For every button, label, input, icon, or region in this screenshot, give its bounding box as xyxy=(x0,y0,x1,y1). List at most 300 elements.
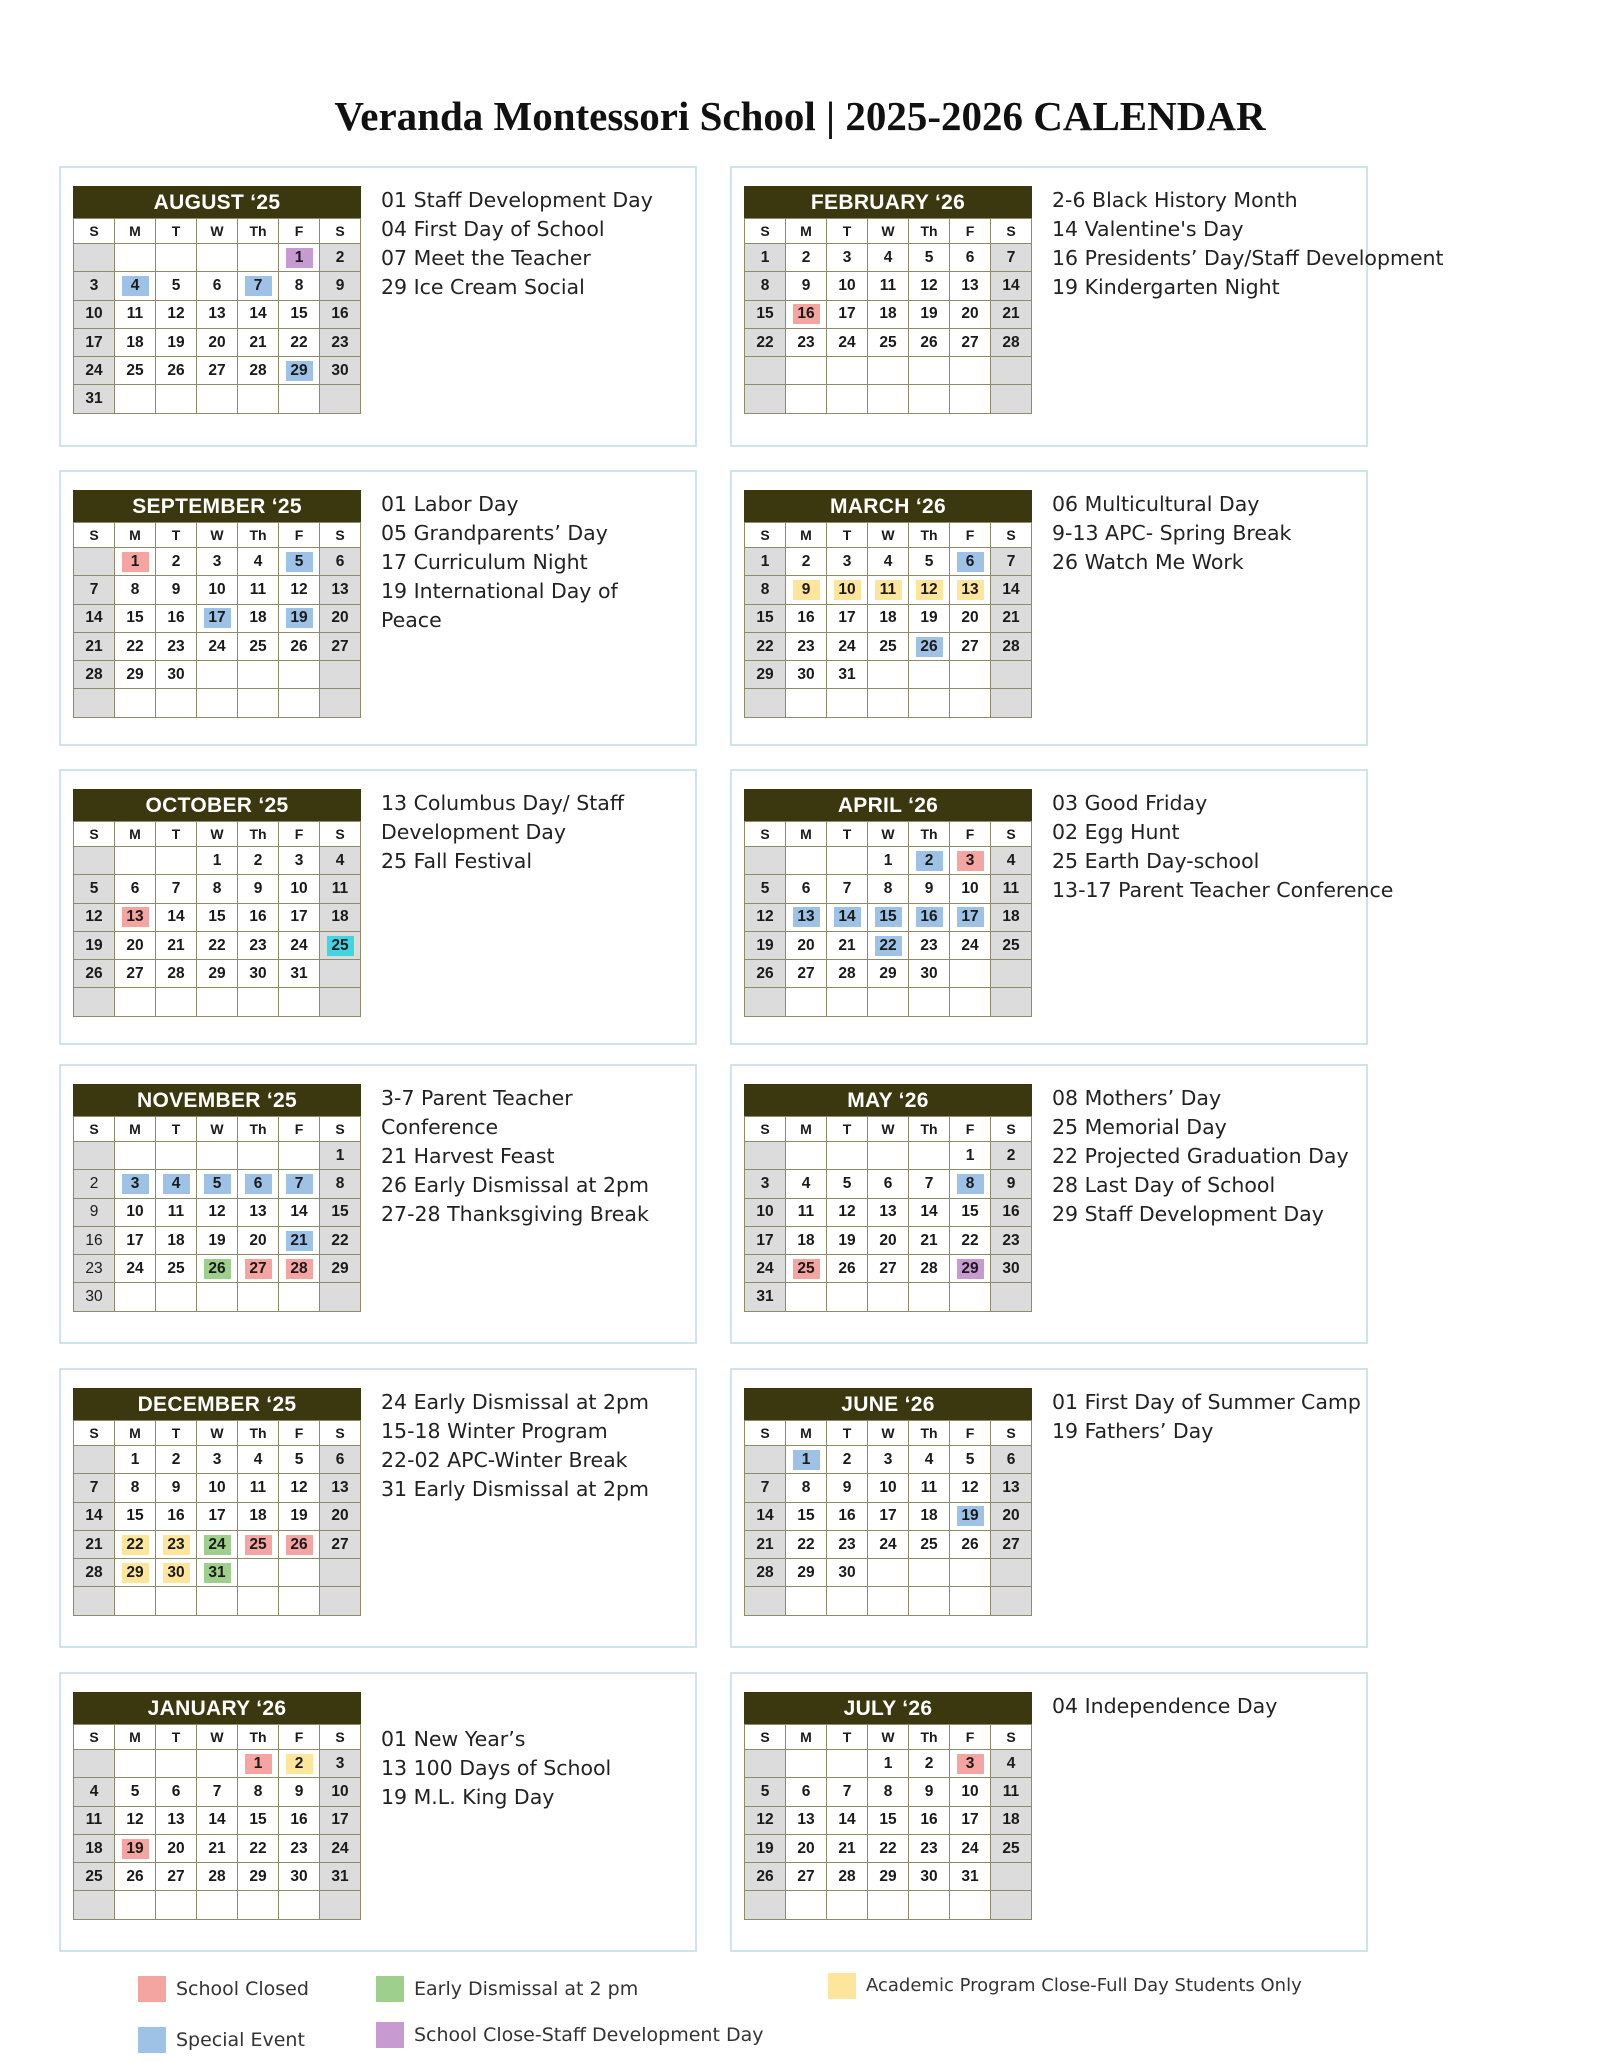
event-line: 25 Memorial Day xyxy=(1052,1115,1227,1139)
day-cell: 11 xyxy=(868,271,909,299)
weekday-header: M xyxy=(115,1420,156,1445)
highlighted-day: 1 xyxy=(793,1450,820,1470)
day-cell: 26 xyxy=(115,1862,156,1890)
day-cell xyxy=(197,1558,238,1586)
day-cell xyxy=(238,1530,279,1558)
day-cell xyxy=(156,1530,197,1558)
day-cell: 12 xyxy=(909,271,950,299)
empty-cell xyxy=(786,1141,827,1169)
day-cell: 29 xyxy=(238,1862,279,1890)
empty-cell xyxy=(745,1749,786,1777)
day-cell: 7 xyxy=(827,874,868,902)
empty-cell xyxy=(156,1282,197,1310)
empty-cell xyxy=(991,1890,1032,1918)
weekday-header: S xyxy=(74,1724,115,1749)
day-cell: 12 xyxy=(115,1806,156,1834)
day-cell xyxy=(279,604,320,632)
empty-cell xyxy=(827,987,868,1015)
highlighted-day: 17 xyxy=(957,907,984,927)
empty-cell xyxy=(74,1890,115,1918)
day-cell: 9 xyxy=(238,874,279,902)
month-grid xyxy=(73,522,361,718)
day-cell: 27 xyxy=(786,959,827,987)
empty-cell xyxy=(238,1890,279,1918)
month-title: DECEMBER ‘25 xyxy=(73,1388,361,1420)
month-panel xyxy=(59,1672,697,1952)
day-cell: 31 xyxy=(827,660,868,688)
highlighted-day: 25 xyxy=(793,1259,820,1279)
empty-cell xyxy=(74,243,115,271)
empty-cell xyxy=(238,243,279,271)
day-cell: 25 xyxy=(156,1254,197,1282)
day-cell: 26 xyxy=(156,356,197,384)
empty-cell xyxy=(827,356,868,384)
day-cell xyxy=(786,575,827,603)
empty-cell xyxy=(279,1282,320,1310)
day-cell: 20 xyxy=(950,300,991,328)
day-cell: 31 xyxy=(745,1282,786,1310)
day-cell: 24 xyxy=(745,1254,786,1282)
day-cell: 11 xyxy=(320,874,361,902)
day-cell: 29 xyxy=(745,660,786,688)
day-cell: 30 xyxy=(909,1862,950,1890)
event-line: 05 Grandparents’ Day xyxy=(381,521,608,545)
day-cell: 31 xyxy=(279,959,320,987)
day-cell: 11 xyxy=(74,1806,115,1834)
day-cell: 8 xyxy=(745,271,786,299)
weekday-header: W xyxy=(197,1420,238,1445)
day-cell: 1 xyxy=(868,1749,909,1777)
day-cell: 1 xyxy=(950,1141,991,1169)
month-grid xyxy=(744,1724,1032,1920)
weekday-header: S xyxy=(991,821,1032,846)
day-cell xyxy=(115,903,156,931)
weekday-header: Th xyxy=(909,1724,950,1749)
empty-cell xyxy=(238,1282,279,1310)
empty-cell xyxy=(950,987,991,1015)
day-cell: 16 xyxy=(156,604,197,632)
empty-cell xyxy=(950,356,991,384)
empty-cell xyxy=(786,1586,827,1614)
day-cell xyxy=(238,1749,279,1777)
day-cell: 14 xyxy=(991,575,1032,603)
day-cell xyxy=(279,1226,320,1254)
empty-cell xyxy=(745,384,786,412)
day-cell: 10 xyxy=(868,1473,909,1501)
day-cell: 30 xyxy=(909,959,950,987)
highlighted-day: 5 xyxy=(286,552,313,572)
weekday-header: M xyxy=(786,218,827,243)
month-grid xyxy=(744,522,1032,718)
highlighted-day: 13 xyxy=(122,907,149,927)
empty-cell xyxy=(786,1282,827,1310)
empty-cell xyxy=(156,688,197,716)
day-cell xyxy=(950,575,991,603)
day-cell: 27 xyxy=(320,1530,361,1558)
empty-cell xyxy=(950,959,991,987)
day-cell: 22 xyxy=(238,1834,279,1862)
day-cell: 6 xyxy=(156,1777,197,1805)
empty-cell xyxy=(156,987,197,1015)
day-cell: 14 xyxy=(156,903,197,931)
day-cell: 12 xyxy=(827,1198,868,1226)
legend-swatch xyxy=(138,2027,166,2053)
empty-cell xyxy=(115,1890,156,1918)
empty-cell xyxy=(868,1586,909,1614)
day-cell: 24 xyxy=(950,931,991,959)
day-cell xyxy=(279,1169,320,1197)
empty-cell xyxy=(909,384,950,412)
day-cell xyxy=(238,271,279,299)
page-title: Veranda Montessori School | 2025-2026 CALENDAR xyxy=(334,93,1266,139)
empty-cell xyxy=(238,688,279,716)
day-cell: 19 xyxy=(745,1834,786,1862)
highlighted-day: 9 xyxy=(793,580,820,600)
empty-cell xyxy=(279,660,320,688)
empty-cell xyxy=(320,660,361,688)
day-cell: 10 xyxy=(279,874,320,902)
event-line: 22 Projected Graduation Day xyxy=(1052,1144,1349,1168)
empty-cell xyxy=(827,1141,868,1169)
highlighted-day: 19 xyxy=(957,1506,984,1526)
day-cell: 4 xyxy=(868,547,909,575)
weekday-header: F xyxy=(279,821,320,846)
day-cell: 10 xyxy=(950,874,991,902)
empty-cell xyxy=(868,688,909,716)
empty-cell xyxy=(745,1586,786,1614)
month-grid xyxy=(744,218,1032,414)
day-cell xyxy=(197,604,238,632)
empty-cell xyxy=(320,384,361,412)
day-cell: 18 xyxy=(156,1226,197,1254)
day-cell: 17 xyxy=(74,328,115,356)
day-cell: 18 xyxy=(868,604,909,632)
day-cell: 28 xyxy=(74,660,115,688)
month-calendar xyxy=(744,789,1032,1017)
month-events xyxy=(1052,1388,1362,1446)
day-cell: 28 xyxy=(745,1558,786,1586)
highlighted-day: 29 xyxy=(957,1259,984,1279)
empty-cell xyxy=(868,1282,909,1310)
highlighted-day: 16 xyxy=(916,907,943,927)
day-cell: 8 xyxy=(786,1473,827,1501)
day-cell: 29 xyxy=(115,660,156,688)
highlighted-day: 6 xyxy=(245,1174,272,1194)
weekday-header: M xyxy=(786,1724,827,1749)
month-title: JANUARY ‘26 xyxy=(73,1692,361,1724)
highlighted-day: 1 xyxy=(122,552,149,572)
month-events xyxy=(1052,1692,1362,1721)
empty-cell xyxy=(950,1890,991,1918)
day-cell: 13 xyxy=(238,1198,279,1226)
day-cell: 4 xyxy=(238,1445,279,1473)
empty-cell xyxy=(74,1586,115,1614)
day-cell: 20 xyxy=(868,1226,909,1254)
day-cell xyxy=(115,271,156,299)
month-title: FEBRUARY ‘26 xyxy=(744,186,1032,218)
weekday-header: S xyxy=(320,1724,361,1749)
day-cell: 13 xyxy=(991,1473,1032,1501)
day-cell: 25 xyxy=(238,632,279,660)
empty-cell xyxy=(827,1586,868,1614)
empty-cell xyxy=(115,1586,156,1614)
day-cell: 23 xyxy=(909,1834,950,1862)
day-cell: 31 xyxy=(320,1862,361,1890)
event-line: 01 First Day of Summer Camp xyxy=(1052,1390,1361,1414)
day-cell xyxy=(868,931,909,959)
day-cell: 12 xyxy=(74,903,115,931)
legend-swatch xyxy=(376,1976,404,2002)
day-cell: 19 xyxy=(279,1502,320,1530)
highlighted-day: 1 xyxy=(245,1754,272,1774)
day-cell: 3 xyxy=(868,1445,909,1473)
day-cell: 25 xyxy=(115,356,156,384)
day-cell: 8 xyxy=(279,271,320,299)
event-line: 01 Staff Development Day xyxy=(381,188,653,212)
day-cell: 5 xyxy=(950,1445,991,1473)
empty-cell xyxy=(279,1558,320,1586)
month-grid xyxy=(73,218,361,414)
empty-cell xyxy=(320,1890,361,1918)
day-cell: 17 xyxy=(320,1806,361,1834)
empty-cell xyxy=(238,660,279,688)
event-line: 26 Watch Me Work xyxy=(1052,550,1244,574)
highlighted-day: 29 xyxy=(286,361,313,381)
day-cell: 9 xyxy=(320,271,361,299)
legend-label: Special Event xyxy=(176,2029,305,2051)
event-line: 19 Kindergarten Night xyxy=(1052,275,1280,299)
day-cell xyxy=(909,903,950,931)
day-cell xyxy=(279,1254,320,1282)
event-line: 08 Mothers’ Day xyxy=(1052,1086,1222,1110)
empty-cell xyxy=(115,1141,156,1169)
day-cell: 6 xyxy=(115,874,156,902)
empty-cell xyxy=(115,384,156,412)
month-grid xyxy=(73,821,361,1017)
highlighted-day: 16 xyxy=(793,304,820,324)
legend-label: Early Dismissal at 2 pm xyxy=(414,1978,639,2000)
highlighted-day: 26 xyxy=(286,1535,313,1555)
month-events xyxy=(381,789,691,876)
weekday-header: Th xyxy=(238,218,279,243)
event-line: 01 New Year’s xyxy=(381,1727,526,1751)
day-cell xyxy=(827,903,868,931)
day-cell xyxy=(197,1254,238,1282)
day-cell: 29 xyxy=(786,1558,827,1586)
day-cell: 21 xyxy=(74,1530,115,1558)
day-cell: 24 xyxy=(279,931,320,959)
empty-cell xyxy=(197,1586,238,1614)
empty-cell xyxy=(238,1558,279,1586)
month-calendar xyxy=(73,789,361,1017)
day-cell: 16 xyxy=(320,300,361,328)
day-cell xyxy=(786,1254,827,1282)
weekday-header: Th xyxy=(238,1116,279,1141)
day-cell: 19 xyxy=(156,328,197,356)
highlighted-day: 21 xyxy=(286,1231,313,1251)
empty-cell xyxy=(909,1282,950,1310)
day-cell: 22 xyxy=(950,1226,991,1254)
highlighted-day: 1 xyxy=(286,248,313,268)
day-cell: 10 xyxy=(320,1777,361,1805)
highlighted-day: 11 xyxy=(875,580,902,600)
weekday-header: S xyxy=(745,1724,786,1749)
weekday-header: S xyxy=(320,821,361,846)
highlighted-day: 3 xyxy=(957,851,984,871)
day-cell: 29 xyxy=(320,1254,361,1282)
empty-cell xyxy=(745,1141,786,1169)
day-cell: 2 xyxy=(238,846,279,874)
day-cell: 5 xyxy=(745,1777,786,1805)
month-events xyxy=(381,186,691,302)
day-cell: 6 xyxy=(320,1445,361,1473)
month-events xyxy=(381,1084,691,1229)
day-cell: 22 xyxy=(745,632,786,660)
day-cell: 9 xyxy=(909,1777,950,1805)
month-calendar xyxy=(744,1388,1032,1616)
highlighted-day: 26 xyxy=(916,637,943,657)
day-cell xyxy=(238,1169,279,1197)
highlighted-day: 19 xyxy=(286,608,313,628)
day-cell: 11 xyxy=(238,1473,279,1501)
day-cell: 20 xyxy=(320,604,361,632)
day-cell: 3 xyxy=(745,1169,786,1197)
day-cell: 22 xyxy=(868,1834,909,1862)
month-events xyxy=(1052,186,1444,302)
event-line: 03 Good Friday xyxy=(1052,791,1208,815)
day-cell: 10 xyxy=(950,1777,991,1805)
month-title: JUNE ‘26 xyxy=(744,1388,1032,1420)
empty-cell xyxy=(745,688,786,716)
weekday-header: T xyxy=(156,522,197,547)
empty-cell xyxy=(909,987,950,1015)
event-line: 06 Multicultural Day xyxy=(1052,492,1260,516)
day-cell xyxy=(868,575,909,603)
day-cell: 24 xyxy=(868,1530,909,1558)
event-line: 19 International Day of xyxy=(381,579,618,603)
month-panel xyxy=(730,769,1394,1045)
day-cell: 28 xyxy=(991,328,1032,356)
day-cell: 15 xyxy=(197,903,238,931)
day-cell xyxy=(115,1558,156,1586)
month-events xyxy=(1052,490,1362,577)
highlighted-day: 10 xyxy=(834,580,861,600)
month-panel xyxy=(730,470,1368,746)
day-cell: 14 xyxy=(197,1806,238,1834)
day-cell: 15 xyxy=(745,604,786,632)
day-cell: 23 xyxy=(786,328,827,356)
weekday-header: S xyxy=(74,522,115,547)
month-grid xyxy=(73,1116,361,1312)
day-cell: 4 xyxy=(786,1169,827,1197)
day-cell: 16 xyxy=(786,604,827,632)
day-cell: 25 xyxy=(909,1530,950,1558)
weekday-header: S xyxy=(74,1116,115,1141)
day-cell: 31 xyxy=(950,1862,991,1890)
day-cell xyxy=(868,903,909,931)
empty-cell xyxy=(827,688,868,716)
day-cell: 27 xyxy=(950,632,991,660)
empty-cell xyxy=(115,987,156,1015)
event-line: 3-7 Parent Teacher xyxy=(381,1086,573,1110)
highlighted-day: 25 xyxy=(245,1535,272,1555)
event-line: 29 Ice Cream Social xyxy=(381,275,585,299)
empty-cell xyxy=(950,660,991,688)
empty-cell xyxy=(991,987,1032,1015)
weekday-header: S xyxy=(991,1420,1032,1445)
day-cell xyxy=(197,1169,238,1197)
day-cell: 2 xyxy=(74,1169,115,1197)
event-line: 04 Independence Day xyxy=(1052,1694,1278,1718)
month-grid xyxy=(744,1116,1032,1312)
empty-cell xyxy=(868,356,909,384)
empty-cell xyxy=(279,987,320,1015)
day-cell: 27 xyxy=(868,1254,909,1282)
weekday-header: S xyxy=(74,218,115,243)
day-cell: 18 xyxy=(115,328,156,356)
month-title: APRIL ‘26 xyxy=(744,789,1032,821)
day-cell: 22 xyxy=(786,1530,827,1558)
legend-label: School Close-Staff Development Day xyxy=(414,2024,764,2046)
day-cell: 19 xyxy=(909,300,950,328)
empty-cell xyxy=(991,1282,1032,1310)
empty-cell xyxy=(786,987,827,1015)
empty-cell xyxy=(991,1558,1032,1586)
empty-cell xyxy=(320,688,361,716)
day-cell: 11 xyxy=(156,1198,197,1226)
day-cell: 26 xyxy=(745,1862,786,1890)
empty-cell xyxy=(115,1282,156,1310)
highlighted-day: 28 xyxy=(286,1259,313,1279)
month-title: JULY ‘26 xyxy=(744,1692,1032,1724)
day-cell: 2 xyxy=(320,243,361,271)
empty-cell xyxy=(320,1282,361,1310)
day-cell: 19 xyxy=(827,1226,868,1254)
day-cell xyxy=(950,846,991,874)
day-cell: 29 xyxy=(868,959,909,987)
day-cell: 7 xyxy=(991,243,1032,271)
weekday-header: M xyxy=(786,522,827,547)
weekday-header: S xyxy=(745,522,786,547)
day-cell: 6 xyxy=(197,271,238,299)
highlighted-day: 30 xyxy=(163,1563,190,1583)
day-cell: 23 xyxy=(991,1226,1032,1254)
day-cell: 21 xyxy=(745,1530,786,1558)
day-cell: 21 xyxy=(991,300,1032,328)
day-cell: 18 xyxy=(991,1806,1032,1834)
day-cell: 28 xyxy=(991,632,1032,660)
empty-cell xyxy=(950,1558,991,1586)
day-cell: 23 xyxy=(320,328,361,356)
weekday-header: M xyxy=(115,1116,156,1141)
month-panel xyxy=(59,166,697,447)
event-line: 2-6 Black History Month xyxy=(1052,188,1298,212)
empty-cell xyxy=(320,987,361,1015)
day-cell: 14 xyxy=(279,1198,320,1226)
empty-cell xyxy=(197,660,238,688)
weekday-header: W xyxy=(197,1724,238,1749)
day-cell: 10 xyxy=(74,300,115,328)
day-cell xyxy=(279,1530,320,1558)
weekday-header: Th xyxy=(238,821,279,846)
day-cell xyxy=(786,300,827,328)
empty-cell xyxy=(827,846,868,874)
day-cell: 18 xyxy=(786,1226,827,1254)
empty-cell xyxy=(909,688,950,716)
day-cell: 21 xyxy=(74,632,115,660)
day-cell: 30 xyxy=(74,1282,115,1310)
empty-cell xyxy=(827,1890,868,1918)
